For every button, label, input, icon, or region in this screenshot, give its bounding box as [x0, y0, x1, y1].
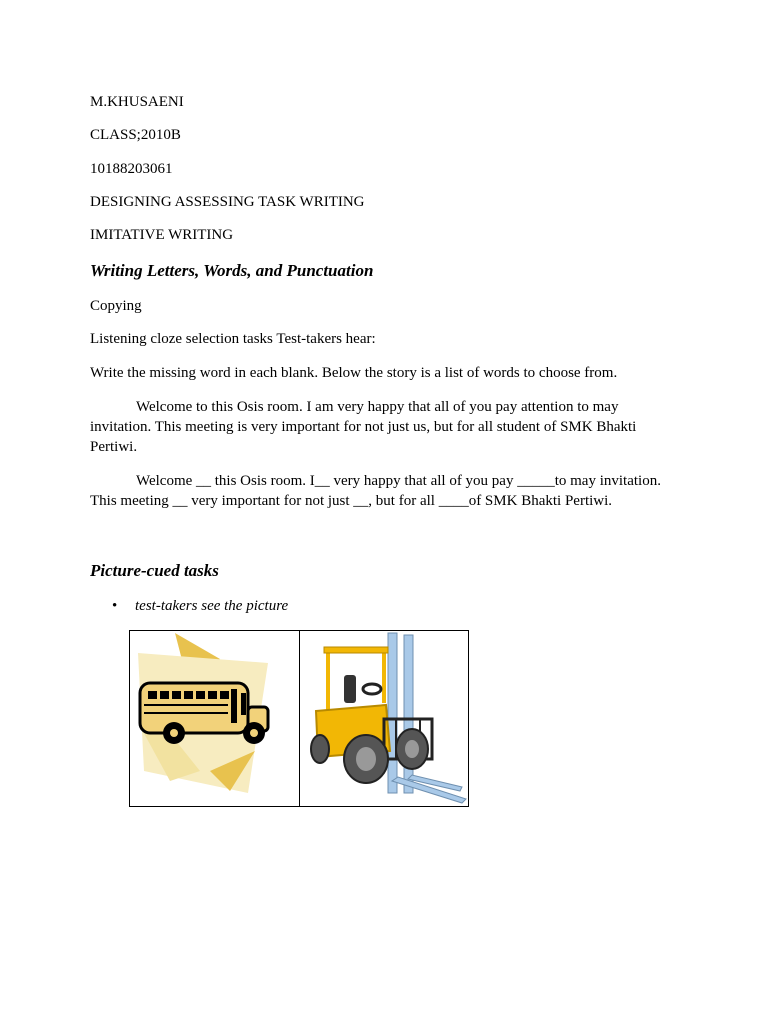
author-name: M.KHUSAENI [90, 94, 184, 110]
copying-label: Copying [90, 298, 142, 314]
task-instruction: Write the missing word in each blank. Below the story is a list of words to choose from. [90, 365, 618, 381]
assignment-title: DESIGNING ASSESSING TASK WRITING [90, 194, 365, 210]
bullet-item [112, 596, 288, 616]
section-heading-writing: Writing Letters, Words, and Punctuation [90, 261, 374, 280]
section-heading-picture: Picture-cued tasks [90, 561, 219, 580]
bullet-dot-icon: • [112, 598, 118, 614]
school-bus-icon [130, 631, 299, 806]
forklift-icon [300, 631, 469, 806]
picture-cell-bus [130, 631, 299, 806]
task-intro: Listening cloze selection tasks Test-takers hear: [90, 331, 376, 347]
assignment-subtitle: IMITATIVE WRITING [90, 227, 234, 243]
story-cloze-paragraph: Welcome __ this Osis room. I__ very happy that all of you pay _____to may invitation. This meeting __ very important for not just __, but for all ____of SMK Bhakti Pertiwi. [90, 473, 661, 509]
bullet-text: test-takers see the picture [135, 598, 289, 614]
story-full-paragraph: Welcome to this Osis room. I am very happy that all of you pay attention to may invitation. This meeting is very important for not just us, but for all student of SMK Bhakti Pertiwi. [90, 399, 637, 455]
student-id: 10188203061 [90, 161, 173, 177]
picture-table [129, 630, 469, 807]
picture-cell-forklift [299, 631, 468, 806]
class-label: CLASS;2010B [90, 127, 181, 143]
